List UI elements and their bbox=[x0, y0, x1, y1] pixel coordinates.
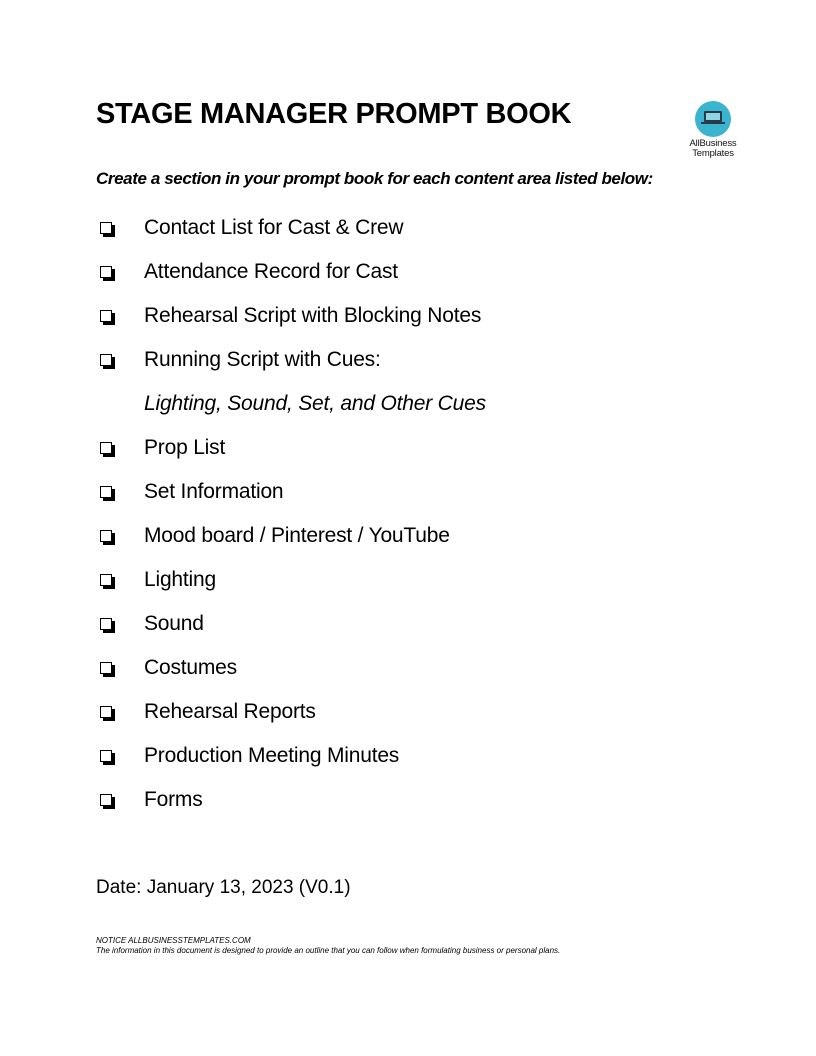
document-date: Date: January 13, 2023 (V0.1) bbox=[96, 877, 351, 898]
checklist-item-label: Lighting bbox=[144, 568, 216, 591]
logo-text bbox=[684, 139, 742, 159]
checklist-item[interactable] bbox=[96, 788, 203, 832]
checklist-item[interactable] bbox=[96, 744, 400, 788]
checklist-item-label: Costumes bbox=[144, 656, 237, 679]
checklist-item[interactable] bbox=[96, 436, 226, 480]
checklist-item[interactable] bbox=[96, 216, 404, 260]
checklist-item[interactable] bbox=[96, 700, 316, 744]
instructions: Create a section in your prompt book for each content area listed below: bbox=[96, 169, 653, 188]
checklist-item-label: Contact List for Cast & Crew bbox=[144, 216, 404, 239]
checklist-item[interactable] bbox=[96, 612, 204, 656]
checklist-item[interactable] bbox=[96, 304, 482, 348]
checklist bbox=[96, 216, 486, 832]
checkbox-icon[interactable] bbox=[100, 310, 116, 326]
checklist-item[interactable] bbox=[96, 260, 398, 304]
checklist-item-label: Prop List bbox=[144, 436, 226, 459]
checklist-item-label: Running Script with Cues: bbox=[144, 348, 381, 371]
checklist-sub-item-label: Lighting, Sound, Set, and Other Cues bbox=[144, 392, 486, 415]
checkbox-icon[interactable] bbox=[100, 706, 116, 722]
checklist-item-label: Rehearsal Reports bbox=[144, 700, 316, 723]
checkbox-icon[interactable] bbox=[100, 574, 116, 590]
logo-line1: AllBusiness bbox=[689, 138, 737, 149]
checkbox-icon[interactable] bbox=[100, 662, 116, 678]
checklist-item[interactable] bbox=[96, 568, 216, 612]
laptop-icon bbox=[695, 101, 731, 137]
checklist-item-label: Set Information bbox=[144, 480, 284, 503]
checkbox-icon[interactable] bbox=[100, 618, 116, 634]
checklist-sub-item bbox=[96, 392, 486, 436]
checkbox-icon[interactable] bbox=[100, 222, 116, 238]
checkbox-icon[interactable] bbox=[100, 354, 116, 370]
checklist-item-label: Sound bbox=[144, 612, 204, 635]
notice bbox=[96, 936, 560, 956]
checklist-item[interactable] bbox=[96, 480, 284, 524]
page-title: STAGE MANAGER PROMPT BOOK bbox=[96, 98, 572, 130]
checkbox-icon[interactable] bbox=[100, 750, 116, 766]
checkbox-icon[interactable] bbox=[100, 530, 116, 546]
checklist-item-label: Production Meeting Minutes bbox=[144, 744, 400, 767]
checklist-item-label: Forms bbox=[144, 788, 203, 811]
allbusiness-templates-logo bbox=[684, 101, 742, 159]
checklist-item[interactable] bbox=[96, 656, 237, 700]
checklist-item[interactable] bbox=[96, 348, 381, 392]
checkbox-icon[interactable] bbox=[100, 794, 116, 810]
notice-heading: NOTICE ALLBUSINESSTEMPLATES.COM bbox=[96, 936, 251, 945]
checkbox-icon[interactable] bbox=[100, 486, 116, 502]
checklist-item-label: Attendance Record for Cast bbox=[144, 260, 398, 283]
checkbox-icon[interactable] bbox=[100, 266, 116, 282]
checklist-item-label: Mood board / Pinterest / YouTube bbox=[144, 524, 450, 547]
logo-line2: Templates bbox=[692, 148, 734, 159]
checkbox-icon[interactable] bbox=[100, 442, 116, 458]
checklist-item[interactable] bbox=[96, 524, 450, 568]
checklist-item-label: Rehearsal Script with Blocking Notes bbox=[144, 304, 482, 327]
notice-text: The information in this document is designed to provide an outline that you can follow when formulating business or personal plans. bbox=[96, 946, 561, 955]
